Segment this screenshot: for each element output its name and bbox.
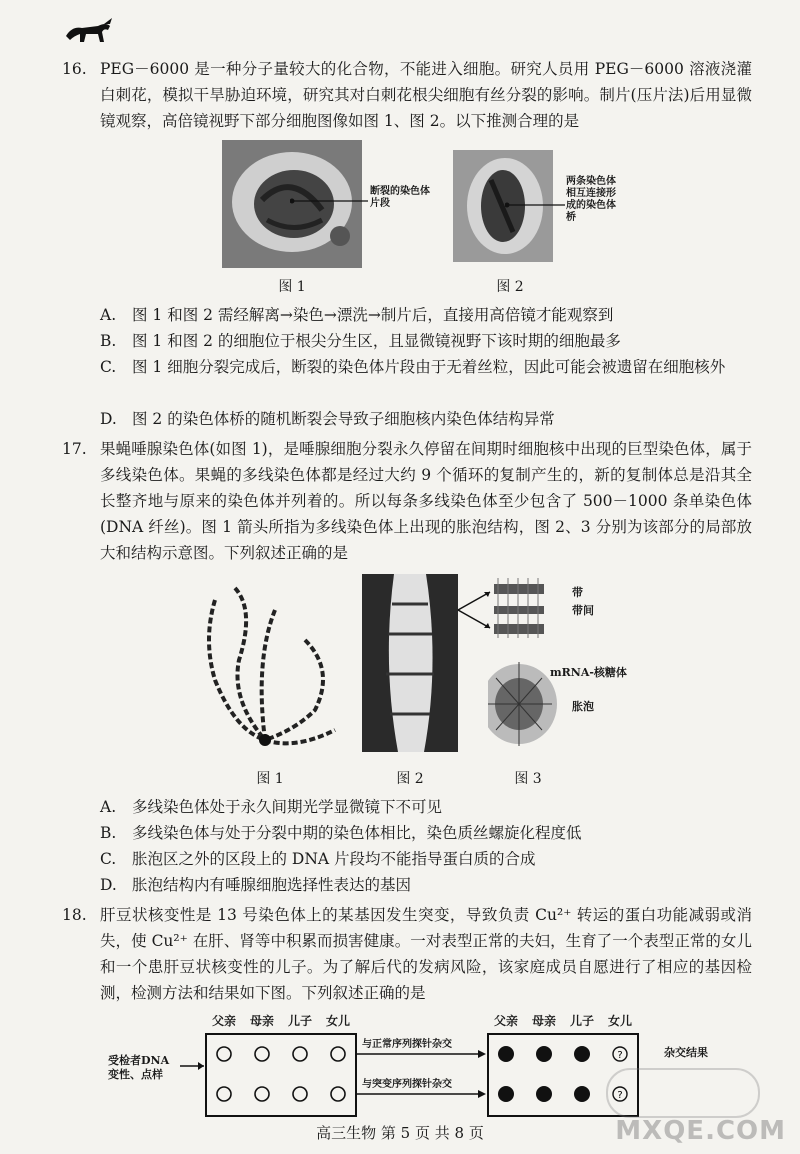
fig3-label-band: 带 [572,586,583,599]
footer-subject: 高三生物 [316,1124,377,1142]
q16-option-b: B. 图 1 和图 2 的细胞位于根尖分生区，且显微镜视野下该时期的细胞最多 [100,332,621,350]
footer-page: 第 5 页 [380,1124,430,1142]
probe-mutant-label: 与突变序列探针杂交 [362,1079,452,1090]
member-father: 父亲 [212,1014,237,1028]
q17-option-c: C. 胀泡区之外的区段上的 DNA 片段均不能指导蛋白质的合成 [100,850,536,868]
unknown-result-mark: ? [617,1050,623,1061]
q16-option-c: C. 图 1 细胞分裂完成后，断裂的染色体片段由于无着丝粒，因此可能会被遗留在细胞核外 [100,358,726,376]
member-son: 儿子 [570,1014,595,1028]
unknown-result-mark: ? [617,1090,623,1101]
bull-logo-icon [64,16,114,46]
member-mother: 母亲 [250,1014,275,1028]
q17-option-d: D. 胀泡结构内有唾腺细胞选择性表达的基因 [100,876,412,894]
question-number: 18. [62,906,87,924]
q16-fig1-caption: 图 1 [278,279,306,295]
probe-normal-label: 与正常序列探针杂交 [362,1039,452,1050]
fig3-label-mrna: mRNA-核糖体 [550,666,627,679]
q17-fig3-caption: 图 3 [514,771,542,787]
result-label: 杂交结果 [664,1046,708,1059]
member-mother: 母亲 [532,1014,557,1028]
question-text: 肝豆状核变性是 13 号染色体上的某基因发生突变，导致负责 Cu²⁺ 转运的蛋白功能减弱或消失，使 Cu²⁺ 在肝、肾等中积累而损害健康。一对表型正常的夫妇，生育了一个表型正常的女儿和一个患肝豆状核变性的儿子。为了解后代的发病风险，该家庭成员自愿进行了相应的基因检测，检测方法和结果如下图。下列叙述正确的是 [100,906,752,1002]
question-number: 17. [62,440,87,458]
question-17 [62,436,752,566]
question-text: PEG－6000 是一种分子量较大的化合物，不能进入细胞。研究人员用 PEG－6000 溶液浇灌白刺花，模拟干旱胁迫环境，研究其对白刺花根尖细胞有丝分裂的影响。制片(压片法)后用显微镜观察，高倍镜视野下部分细胞图像如图 1、图 2。以下推测合理的是 [100,60,752,130]
q16-fig2-label: 两条染色体相互连接形成的染色体桥 [566,176,616,223]
question-18 [62,902,752,1006]
question-number: 16. [62,60,87,78]
member-daughter: 女儿 [608,1014,633,1028]
pointer-line-icon [505,200,567,210]
question-16 [62,56,752,134]
member-father: 父亲 [494,1014,519,1028]
q16-option-d: D. 图 2 的染色体桥的随机断裂会导致子细胞核内染色体结构异常 [100,410,555,428]
q17-figure-1 [195,580,345,760]
q17-figure-2 [362,574,458,752]
q16-option-a: A. 图 1 和图 2 需经解离→染色→漂洗→制片后，直接用高倍镜才能观察到 [100,306,614,324]
q16-fig2-caption: 图 2 [496,279,524,295]
q17-option-a: A. 多线染色体处于永久间期光学显微镜下不可见 [100,798,443,816]
member-son: 儿子 [288,1014,313,1028]
q17-fig2-caption: 图 2 [396,771,424,787]
pointer-line-icon [290,196,370,206]
watermark: MXQE.COM [615,1116,786,1146]
q16-fig1-label: 断裂的染色体片段 [370,186,430,209]
fig3-label-interband: 带间 [572,604,594,617]
footer-total: 共 8 页 [434,1124,484,1142]
question-text: 果蝇唾腺染色体(如图 1)，是唾腺细胞分裂永久停留在间期时细胞核中出现的巨型染色体，属于多线染色体。果蝇的多线染色体都是经过大约 9 个循环的复制产生的，新的复制体总是沿其全长整齐地与原来的染色体并列着的。所以每条多线染色体至少包含了 500－1000 条单染色体(DNA 纤丝)。图 1 箭头所指为多线染色体上出现的胀泡结构，图 2、3 分别为该部分的局部放大和结构示意图。下列叙述正确的是 [100,440,752,562]
q17-fig1-caption: 图 1 [256,771,284,787]
watermark-badge [606,1068,760,1118]
dna-sample-label: 受检者DNA变性、点样 [108,1054,170,1081]
member-daughter: 女儿 [326,1014,351,1028]
fig3-label-puff: 胀泡 [572,700,594,713]
q17-option-b: B. 多线染色体与处于分裂中期的染色体相比，染色质丝螺旋化程度低 [100,824,582,842]
